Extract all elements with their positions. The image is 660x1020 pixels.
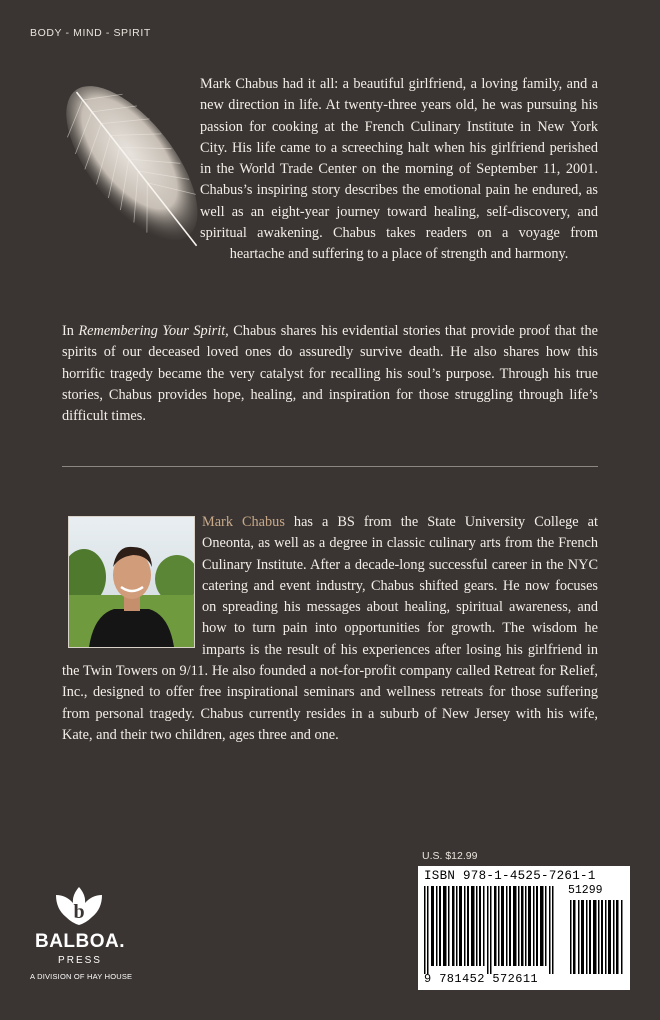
author-bio (62, 512, 598, 746)
lotus-b-icon (52, 885, 106, 927)
publisher-name: BALBOA. (34, 931, 126, 952)
svg-text:b: b (73, 901, 85, 923)
author-name: Mark Chabus (202, 514, 285, 530)
publisher-division: A DIVISION OF HAY HOUSE (30, 972, 133, 981)
category-label: BODY - MIND - SPIRIT (30, 27, 151, 39)
publisher-sub: PRESS (58, 955, 102, 966)
paragraph-2-body: Chabus shares his evidential stories that provide proof that the spirits of our deceased loved ones do assuredly survive death. He also shares how this horrific tragedy became the very catalyst for recalling his soul’s purpose. Through his true stories, Chabus provides hope, healing, and inspiration for those struggling through life’s difficult times. (62, 323, 598, 425)
photo-spacer (62, 512, 202, 660)
publisher-logo (26, 885, 146, 995)
barcode-bars (424, 886, 556, 974)
author-bio-text: has a BS from the State University College at Oneonta, as well as a degree in classic culinary arts from the French Culinary Institute. After a decade-long successful career in the NYC catering and event industry, Chabus shifted gears. He now focuses on spreading his messages about healing, spiritual awareness, and how to turn pain into opportunities for growth. The wisdom he imparts is the result of his experiences after losing his girlfriend in the Twin Towers on 9/11. He also founded a not-for-profit company called Retreat for Relief, Inc., designed to offer free inspirational seminars and wellness retreats for those suffering from personal tragedy. Chabus currently resides in a suburb of New Jersey with his wife, Kate, and their two children, ages three and one. (62, 514, 599, 743)
book-title: Remembering Your Spirit, (78, 323, 229, 339)
barcode-addon-bars (570, 900, 624, 974)
isbn-label: ISBN 978-1-4525-7261-1 (424, 869, 596, 883)
ean-number: 9 781452 572611 (424, 972, 539, 986)
description-paragraph-1: Mark Chabus had it all: a beautiful girlfriend, a loving family, and a new direction in life. At twenty-three years old, he was pursuing his passion for cooking at the French Culinary Institute in New York City. His life came to a screeching halt when his girlfriend perished in the World Trade Center on the morning of September 11, 2001. Chabus’s inspiring story describes the emotional pain he endured, as well as an eight-year journey toward healing, self-discovery, and spiritual awakening. Chabus takes readers on a voyage from heartache and suffering to a place of strength and harmony. (200, 76, 598, 263)
price-label: U.S. $12.99 (422, 850, 478, 862)
description-paragraph-2 (62, 321, 598, 427)
barcode-addon-number: 51299 (568, 884, 603, 897)
paragraph-2-intro: In (62, 323, 79, 339)
barcode (418, 866, 630, 990)
section-divider (62, 466, 598, 467)
